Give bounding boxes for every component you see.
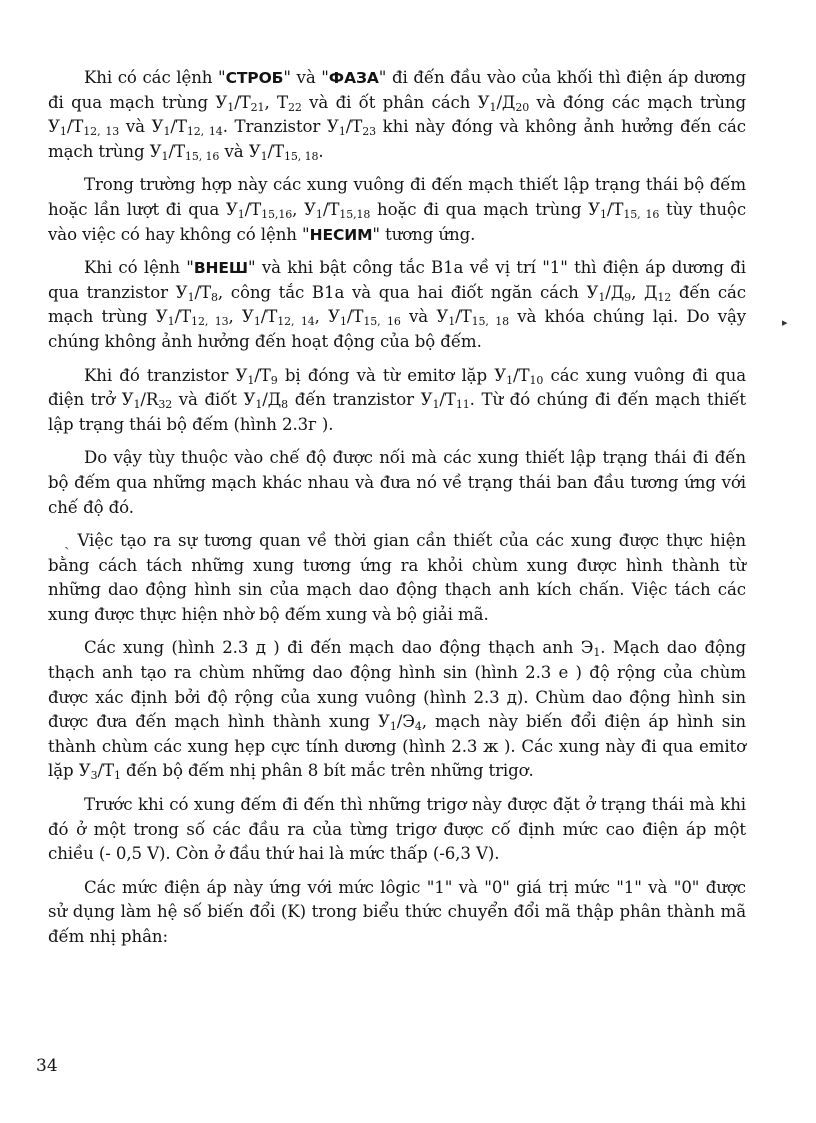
paragraph-9 xyxy=(48,876,746,950)
subscript: 1 xyxy=(163,125,171,139)
subscript: 1 xyxy=(161,149,169,163)
text-run: Trong trường hợp này các xung vuông đi đến mạch thiết lập trạng thái bộ đếm hoặc lần lượt đi qua У xyxy=(48,175,746,219)
subscript: 3 xyxy=(90,769,98,783)
text-run: , У xyxy=(292,199,316,219)
text-run: . xyxy=(318,141,324,161)
subscript: 12 xyxy=(657,290,672,304)
subscript: 1 xyxy=(448,315,456,329)
text-run: /T xyxy=(439,390,456,410)
text-run: /T xyxy=(170,117,187,137)
text-run: , Д xyxy=(631,282,658,302)
paragraph-6 xyxy=(48,529,746,627)
text-run: /Д xyxy=(605,282,625,302)
command-name: СТРОБ xyxy=(225,69,284,87)
paragraph-5 xyxy=(48,446,746,520)
text-run: đến bộ đếm nhị phân 8 bít mắc trên những trigơ. xyxy=(120,761,534,781)
subscript: 22 xyxy=(287,100,302,114)
paragraph-3 xyxy=(48,256,746,354)
subscript: 4 xyxy=(414,720,422,734)
text-run: /T xyxy=(322,199,340,219)
text-run: Khi có các lệnh " xyxy=(84,68,226,87)
text-run: và У xyxy=(219,141,261,161)
subscript: 11 xyxy=(455,398,470,412)
text-run: /T xyxy=(260,307,278,327)
text-run: " đi đến đầu vào của khối thì điện áp dương đi qua mạch trùng У xyxy=(48,68,747,112)
text-run: , T xyxy=(264,92,288,112)
subscript: 1 xyxy=(253,315,261,329)
text-run: và đóng các mạch trùng У xyxy=(48,92,747,137)
text-run: hoặc đi qua mạch trùng У xyxy=(370,199,600,219)
subscript: 12, 13 xyxy=(191,315,229,329)
subscript: 1 xyxy=(247,373,255,387)
body-text xyxy=(48,66,746,950)
text-run: Khi đó tranzistor У xyxy=(84,365,248,385)
subscript: 9 xyxy=(270,373,278,387)
text-run: " và khi bật công tắc B1a về vị trí "1" thì điện áp dương đi qua tranzistor У xyxy=(48,258,746,302)
text-run: " và " xyxy=(283,68,329,87)
text-run: /T xyxy=(267,141,284,161)
subscript: 1 xyxy=(167,315,175,329)
text-run: . Từ đó chúng đi đến mạch thiết lập trạng thái bộ đếm (hình 2.3г ). xyxy=(48,390,746,434)
subscript: 15, 18 xyxy=(471,315,510,329)
subscript: 8 xyxy=(281,398,289,412)
text-run: và У xyxy=(119,117,164,137)
paragraph-7 xyxy=(48,636,746,784)
text-run: Do vậy tùy thuộc vào chế độ được nối mà các xung thiết lập trạng thái đi đến bộ đếm qua những mạch khác nhau và đưa nó về trạng thái ban đầu tương ứng với chế độ đó. xyxy=(48,448,746,517)
text-run: đến các mạch trùng У xyxy=(48,282,747,327)
subscript: 1 xyxy=(506,373,513,387)
subscript: 1 xyxy=(227,100,235,114)
subscript: 15, 16 xyxy=(623,207,660,221)
margin-mark: ▸ xyxy=(782,316,788,329)
text-run: Các xung (hình 2.3 д ) đi đến mạch dao động thạch anh Э xyxy=(84,638,594,658)
text-run: , У xyxy=(228,307,254,327)
text-run: " tương ứng. xyxy=(372,224,476,244)
text-run: và khóa chúng lại. Do vậy chúng không ảnh hưởng đến hoạt động của bộ đếm. xyxy=(48,307,747,351)
text-run: các xung vuông đi qua điện trở У xyxy=(48,365,746,410)
text-run: tùy thuộc vào việc có hay không có lệnh " xyxy=(48,199,747,244)
subscript: 12, 13 xyxy=(83,125,120,139)
text-run: và điốt У xyxy=(172,390,256,410)
subscript: 1 xyxy=(260,149,268,163)
subscript: 1 xyxy=(598,290,606,304)
subscript: 1 xyxy=(133,398,141,412)
subscript: 1 xyxy=(187,290,195,304)
text-run: /T xyxy=(66,117,84,137)
subscript: 10 xyxy=(529,373,544,387)
text-run: , У xyxy=(314,307,340,327)
command-name: ВНЕШ xyxy=(193,259,248,278)
subscript: 23 xyxy=(362,125,376,139)
subscript: 1 xyxy=(489,100,497,114)
subscript: 1 xyxy=(237,207,245,221)
subscript: 15,18 xyxy=(339,207,371,221)
text-run: /T xyxy=(346,307,364,327)
paragraph-2 xyxy=(48,173,746,247)
text-run: và У xyxy=(400,307,449,327)
subscript: 1 xyxy=(593,646,601,660)
subscript: 32 xyxy=(158,398,173,412)
text-run: Khi có lệnh " xyxy=(84,258,194,278)
subscript: 21 xyxy=(250,100,265,114)
subscript: 1 xyxy=(599,207,607,221)
paragraph-1 xyxy=(48,66,746,164)
text-run: /T xyxy=(174,307,192,327)
text-run: /Д xyxy=(262,390,282,410)
text-run: /T xyxy=(513,365,530,385)
text-run: khi này đóng và không ảnh hưởng đến các mạch trùng У xyxy=(48,117,746,161)
text-run: /Д xyxy=(496,92,516,112)
subscript: 1 xyxy=(59,125,67,139)
text-run: /T xyxy=(97,761,114,781)
text-run: , công tắc B1a và qua hai điốt ngăn cách У xyxy=(217,282,599,302)
command-name: НЕСИМ xyxy=(309,225,373,244)
subscript: 15, 16 xyxy=(363,315,401,329)
subscript: 9 xyxy=(624,290,632,304)
subscript: 15, 18 xyxy=(284,149,319,163)
text-run: /T xyxy=(234,92,251,112)
text-run: Trước khi có xung đếm đi đến thì những trigơ này được đặt ở trạng thái mà khi đó ở một trong số các đầu ra của từng trigơ được cố định mức cao điện áp một chiều (- 0,5 V). Còn ở đầu thứ hai là mức thấp (-6,3 V). xyxy=(48,795,746,864)
text-run: . Tranzistor У xyxy=(222,117,339,137)
text-run: Việc tạo ra sự tương quan về thời gian cần thiết của các xung được thực hiện bằng cách tách những xung tương ứng ra khỏi chùm xung được hình thành từ những dao động hình sin của mạch dao động thạch anh kích chấn. Việc tách các xung được thực hiện nhờ bộ đếm xung và bộ giải mã. xyxy=(48,531,746,624)
text-run: đến tranzistor У xyxy=(288,390,433,410)
command-name: ФАЗА xyxy=(328,69,379,87)
text-run: /R xyxy=(140,390,159,410)
page-number: 34 xyxy=(36,1056,58,1076)
text-run: /T xyxy=(254,365,271,385)
subscript: 1 xyxy=(389,720,397,734)
subscript: 15, 16 xyxy=(184,149,220,163)
text-run: /T xyxy=(194,282,211,302)
text-run: bị đóng và từ emitơ lặp У xyxy=(277,365,507,385)
stray-mark: ˎ xyxy=(64,531,70,551)
subscript: 1 xyxy=(315,207,323,221)
subscript: 20 xyxy=(515,100,530,114)
text-run: /T xyxy=(244,199,262,219)
paragraph-4 xyxy=(48,364,746,438)
subscript: 1 xyxy=(255,398,263,412)
subscript: 12, 14 xyxy=(186,125,223,139)
subscript: 1 xyxy=(339,315,347,329)
subscript: 1 xyxy=(432,398,440,412)
text-run: /T xyxy=(455,307,472,327)
text-run: Các mức điện áp này ứng với mức lôgic "1" và "0" giá trị mức "1" và "0" được sử dụng làm hệ số biến đổi (K) trong biểu thức chuyển đổi mã thập phân thành mã đếm nhị phân: xyxy=(48,877,746,946)
subscript: 15,16 xyxy=(261,207,293,221)
subscript: 8 xyxy=(210,290,218,304)
paragraph-8 xyxy=(48,793,746,867)
text-run: /T xyxy=(606,199,624,219)
text-run: , mạch này biến đổi điện áp hình sin thành chùm các xung hẹp cực tính dương (hình 2.3 ж ). Các xung này đi qua emitơ lặp У xyxy=(48,712,746,781)
subscript: 12, 14 xyxy=(277,315,315,329)
subscript: 1 xyxy=(338,125,346,139)
text-run: /Э xyxy=(396,712,415,732)
text-run: và đi ốt phân cách У xyxy=(301,92,490,112)
text-run: . Mạch dao động thạch anh tạo ra chùm những dao động hình sin (hình 2.3 e ) độ rộng của chùm được xác định bởi độ rộng của xung vuông (hình 2.3 д). Chùm dao động hình sin được đưa đến mạch hình thành xung У xyxy=(48,638,746,732)
text-run: /T xyxy=(168,141,185,161)
subscript: 1 xyxy=(113,769,121,783)
text-run: /T xyxy=(345,117,363,137)
